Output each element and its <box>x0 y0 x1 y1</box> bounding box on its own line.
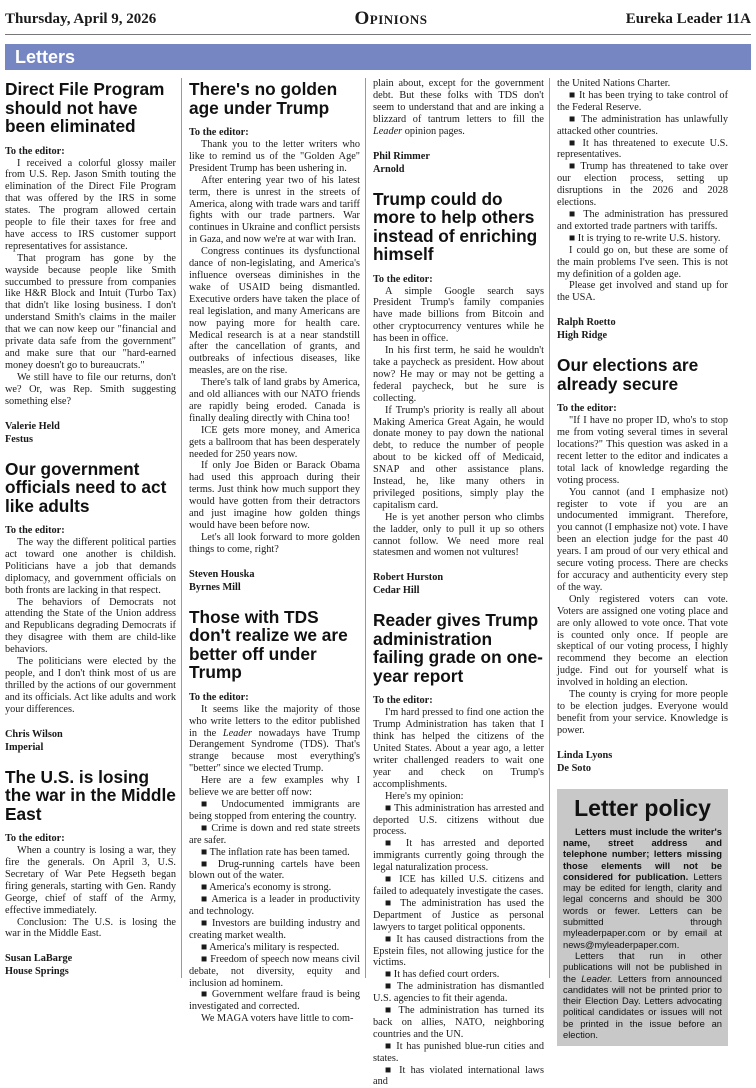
author-town: Byrnes Mill <box>189 581 241 593</box>
bullet-item: ■ It has been trying to take control of the Federal Reserve. <box>557 89 728 113</box>
bullet-item: ■ It has caused distractions from the Epstein files, not allowing justice for the victims. <box>373 933 544 969</box>
bullet-item: ■ The administration has unlawfully attacked other countries. <box>557 113 728 137</box>
column-divider <box>181 78 182 978</box>
bullet-item: ■ It has threatened to execute U.S. representatives. <box>557 137 728 161</box>
letter-direct-file <box>5 80 176 446</box>
author-name: Susan LaBarge <box>5 953 73 965</box>
bullet-item: ■ It is trying to re-write U.S. history. <box>569 232 721 244</box>
letter-headline: Trump could do more to help others instead of enriching himself <box>373 188 538 265</box>
author-name: Ralph Roetto <box>557 317 616 329</box>
paper-page: Eureka Leader 11A <box>625 10 751 27</box>
signature <box>5 952 176 978</box>
bullet-item: ■ America is a leader in productivity and technology. <box>189 894 360 918</box>
author-town: Imperial <box>5 741 44 753</box>
bullet-item: ■ It has defied court orders. <box>385 969 500 981</box>
letter-policy-box <box>557 789 728 1047</box>
letter-policy-title: Letter policy <box>574 794 711 821</box>
paragraph: ICE gets more money, and America gets a ballroom that has been desperately needed for 250 years now. <box>189 424 360 460</box>
section-title: Opinions <box>354 8 428 29</box>
author-name: Robert Hurston <box>373 572 444 584</box>
bullet-item: ■ Investors are building industry and creating market wealth. <box>189 918 360 941</box>
author-town: Festus <box>5 433 34 445</box>
paragraph: After entering year two of his latest term, there is unrest in the streets of America, along with trade wars and tariff fights with our trade partners. War continues in Ukraine and conflict persists in Gaza, and now we're at war with Iran. <box>189 174 360 246</box>
letter-tds <box>189 608 360 1025</box>
column-3 <box>373 78 544 1088</box>
paragraph: Thank you to the letter writers who like to remind us of the "Golden Age" President Trump has been ushering in. <box>189 139 360 174</box>
paragraph: You cannot (and I emphasize not) register to vote if you are an undocumented immigrant. Therefore, you cannot (I emphasize not) vote. I have been an election judge for the past 40 years. I am proud of our very ethical and secure voting process. There are checks for accuracy and authenticity every step of the way. <box>557 486 728 593</box>
paragraph: Here are a few examples why I believe we are better off now: <box>189 775 360 799</box>
paragraph: Please get involved and stand up for the USA. <box>557 280 728 304</box>
author-name: Steven Houska <box>189 568 255 580</box>
column-1 <box>5 78 176 980</box>
letter-enriching <box>373 190 544 598</box>
signature <box>557 316 728 342</box>
letter-headline: There's no golden age under Trump <box>189 79 338 118</box>
author-town: De Soto <box>557 762 592 774</box>
paragraph: He is yet another person who climbs the ladder, only to pull it up so others cannot follow. We need more real statesmen and women not vultures! <box>373 511 544 559</box>
paragraph: It seems like the majority of those who write letters to the editor published in the Leader nowadays have Trump Derangement Syndrome (TDS). That's strange because most everything's "better" since we elected Trump. <box>189 703 360 775</box>
salutation: To the editor: <box>373 273 433 285</box>
bullet-item: ■ Crime is down and red state streets are safer. <box>189 822 360 846</box>
bullet-item: ■ It has arrested and deported immigrants currently going through the legal naturalization process. <box>373 838 544 874</box>
author-town: Arnold <box>373 163 405 175</box>
paragraph: That program has gone by the wayside because people like Smith succumbed to pressure from companies like H&R Block and Intuit (Turbo Tax) that didn't like losing business. I don't understand Smith's claims in the mailer that we can now keep our "financial and private data safe from the government" and make sure that our "hard-earned money doesn't go to bureaucrats." <box>5 252 176 371</box>
paragraph: If only Joe Biden or Barack Obama had used this approach during their terms. Just think how much support they would have gotten from their detractors and just imagine how golden things would have been before now. <box>189 460 360 531</box>
paragraph: I'm hard pressed to find one action the Trump Administration has taken that I think has helped the citizens of the United States. About a year ago, a letter writer challenged readers to wait one year and check on Trump's accomplishments. <box>373 707 544 790</box>
paragraph: The behaviors of Democrats not attending the State of the Union address and Republicans degrading Democrats if they disagree with them are child-like behaviors. <box>5 596 176 656</box>
bullet-item: ■ It has violated international laws and <box>373 1064 544 1088</box>
letter-government-adults <box>5 460 176 754</box>
salutation: To the editor: <box>557 403 617 415</box>
salutation: To the editor: <box>5 145 65 157</box>
letter-middle-east <box>5 768 176 979</box>
column-4 <box>557 78 728 1041</box>
bullet-item: ■ This administration has arrested and deported U.S. citizens without due process. <box>373 802 544 838</box>
letters-section-bar: Letters <box>5 44 751 70</box>
paragraph: I could go on, but these are some of the main problems I've seen. This is not my definition of a golden age. <box>557 244 728 280</box>
letter-headline: Direct File Program should not have been eliminated <box>5 79 165 136</box>
author-name: Phil Rimmer <box>373 150 430 162</box>
publication-name: Leader. <box>581 972 613 984</box>
letter-headline: Reader gives Trump administration failing grade on one-year report <box>373 610 543 686</box>
letter-headline: Those with TDS don't realize we are better off under Trump <box>189 606 348 683</box>
column-divider <box>365 78 366 978</box>
bullet-item: ■ Trump has threatened to take over our election process, setting up disruptions in the 2026 and 2028 elections. <box>557 161 728 209</box>
bullet-item: ■ The administration has turned its back on allies, NATO, neighboring countries and the UN. <box>373 1005 544 1040</box>
letter-headline: Our government officials need to act like adults <box>5 458 167 516</box>
paragraph: We MAGA voters have little to com- <box>201 1013 354 1025</box>
paragraph: plain about, except for the government debt. But these folks with TDS don't seem to understand that and are inking a blizzard of tantrum letters to fill the Leader opinion pages. <box>373 78 544 137</box>
signature <box>373 150 544 176</box>
paragraph: Only registered voters can vote. Voters are assigned one voting place and are only allowed to vote once. That vote is counted only once. If people are skeptical of our voting process, I highly recommend they become an election judge. Find out for yourself what is involved in holding an election. <box>557 593 728 689</box>
author-name: Valerie Held <box>5 420 60 432</box>
signature <box>373 571 544 597</box>
bullet-item: ■ The inflation rate has been tamed. <box>201 846 350 858</box>
issue-date: Thursday, April 9, 2026 <box>5 10 157 27</box>
publication-name: Leader <box>373 125 403 137</box>
masthead <box>5 6 751 32</box>
author-town: High Ridge <box>557 330 608 342</box>
bullet-item: ■ Drug-running cartels have been blown out of the water. <box>189 858 360 882</box>
letter-elections-secure <box>557 356 728 774</box>
paragraph: the United Nations Charter. <box>557 78 671 89</box>
paragraph: Conclusion: The U.S. is losing the war in the Middle East. <box>5 916 176 940</box>
paragraph: There's talk of land grabs by America, and old alliances with our NATO friends are rapidly being eroded. Canada is finally dealing directly with China too! <box>189 377 360 424</box>
policy-paragraph: Letters must include the writer's name, street address and telephone number; letters missing those elements will not be considered for publication. Letters may be edited for length, clarity and legal concerns and should be 300 words or fewer. Letters can be submitted through myleaderpaper.com or by email at news@myleaderpaper.com. <box>563 825 722 950</box>
bullet-item: ■ It has punished blue-run cities and states. <box>373 1040 544 1064</box>
paragraph: The way the different political parties act toward one another is childish. Politicians have a job that demands diplomacy, and government officials on both fronts are lacking in that respect. <box>5 537 176 596</box>
salutation: To the editor: <box>189 127 249 138</box>
column-divider <box>549 78 550 978</box>
paragraph: Here's my opinion: <box>385 790 464 802</box>
bullet-item: ■ America's military is respected. <box>201 941 340 953</box>
paragraph: The politicians were elected by the people, and I don't think most of us are thrilled by the actions of our government and its officials. Act like adults and work your differences. <box>5 656 176 715</box>
masthead-rule <box>5 34 751 35</box>
paragraph: I received a colorful glossy mailer from U.S. Rep. Jason Smith touting the elimination of the Direct File Program that was offered by the IRS in some states. The program allowed certain people to file their taxes for free and have access to IRS customer support representatives for assistance. <box>5 157 176 252</box>
bullet-item: ■ The administration has dismantled U.S. agencies to fit their agenda. <box>373 981 544 1005</box>
bullet-item: ■ America's economy is strong. <box>201 882 332 894</box>
paragraph: We still have to file our returns, don't we? Or, was Rep. Smith suggesting something else? <box>5 371 176 407</box>
bullet-item: ■ ICE has killed U.S. citizens and failed to adequately investigate the cases. <box>373 874 544 897</box>
letter-headline: The U.S. is losing the war in the Middle East <box>5 766 176 824</box>
policy-paragraph: Letters that run in other publications will not be published in the Leader. Letters from announced candidates will not be printed prior to their Election Day. Letters advocating political candidates or issues will not be printed in the issue before an election. <box>563 949 723 1041</box>
paragraph: When a country is losing a war, they fire the generals. On April 3, U.S. Secretary of War Pete Hegseth began firing generals, starting with Gen. Randy George, chief of staff of the Army, effective immediately. <box>5 845 176 916</box>
salutation: To the editor: <box>189 691 249 703</box>
paragraph: The county is crying for more people to be election judges. Everyone would benefit from your service. Knowledge is power. <box>557 689 728 736</box>
bullet-item: ■ Undocumented immigrants are being stopped from entering the country. <box>189 798 360 822</box>
column-2 <box>189 78 360 1025</box>
letter-headline: Our elections are already secure <box>557 355 699 394</box>
bullet-item: ■ The administration has used the Department of Justice as personal lawyers to target political opponents. <box>373 897 544 933</box>
paragraph: A simple Google search says President Trump's family companies have made billions from Bitcoin and other cryptocurrency ventures while he has been in office. <box>373 285 544 345</box>
author-town: Cedar Hill <box>373 585 420 597</box>
signature <box>189 568 360 594</box>
signature <box>557 749 728 775</box>
letter-failing-grade <box>373 611 544 1088</box>
paragraph: In his first term, he said he wouldn't take a paycheck as president. How about now? He may or may not be getting a federal paycheck, but he sure is collecting. <box>373 345 544 404</box>
paragraph: "If I have no proper ID, who's to stop me from voting several times in several locations?" This question was asked in a recent letter to the editor and indicates a total lack of knowledge regarding the voting process. <box>557 415 728 486</box>
paragraph: Let's all look forward to more golden things to come, right? <box>189 531 360 555</box>
signature <box>5 728 176 754</box>
letter-no-golden-age <box>189 80 360 594</box>
author-town: House Springs <box>5 966 69 978</box>
bullet-item: ■ Freedom of speech now means civil debate, not diversity, equity and inclusion ad hominem. <box>189 953 360 989</box>
author-name: Chris Wilson <box>5 728 63 740</box>
salutation: To the editor: <box>5 525 65 537</box>
signature <box>5 420 176 446</box>
author-name: Linda Lyons <box>557 749 613 761</box>
paragraph: If Trump's priority is really all about Making America Great Again, he would donate money to pay down the national debt, to reduce the number of people about to be kicked off of Medicaid, SNAP and other assistance plans. Instead, he, like many others in privileged positions, simply play the capitalism card. <box>373 404 544 511</box>
salutation: To the editor: <box>5 833 65 845</box>
publication-name: Leader <box>222 727 253 739</box>
bullet-item: ■ Government welfare fraud is being investigated and corrected. <box>189 989 360 1013</box>
bullet-item: ■ The administration has pressured and extorted trade partners with tariffs. <box>557 208 728 232</box>
paragraph: Congress continues its dysfunctional dance of non-legislating, and America's influence overseas diminishes in the wake of USAID being dismantled. Executive orders have taken the place of real legislation, and many Americans are now paying more for health care. Medical research is at a near standstill after the cancellation of grants, and outbreaks of infectious diseases, like measles, are on the rise. <box>189 246 360 377</box>
salutation: To the editor: <box>373 695 433 707</box>
